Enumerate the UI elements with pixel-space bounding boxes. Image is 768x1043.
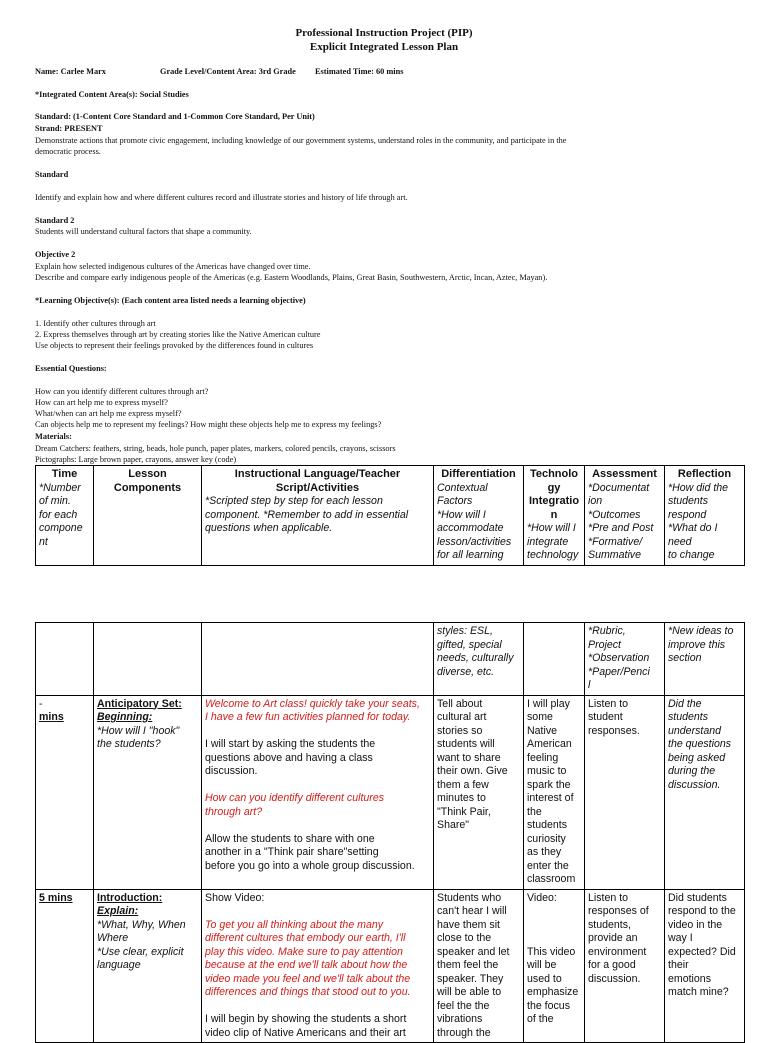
column-note: *How will I integrate technology (527, 522, 579, 561)
grade-level: Grade Level/Content Area: 3rd Grade (160, 67, 296, 76)
script-cell: Welcome to Art class! quickly take your seats, I have a few fun activities planned for today. I will start by asking the students the questions above and having a class discussion. How can you identify different cultures through art? Allow the students to share with one another in a "Think pair share"setting before you go into a whole group discussion. (202, 695, 434, 889)
learning-objective-item: Use objects to represent their feelings provoked by the differences found in cultures (35, 341, 314, 350)
standard2-text: Students will understand cultural factors that shape a community. (35, 227, 252, 236)
differentiation-cell: styles: ESL, gifted, special needs, culturally diverse, etc. (434, 623, 524, 696)
differentiation-column (434, 466, 524, 566)
table-row (36, 695, 745, 889)
column-title: Instructional Language/Teacher Script/Activities (234, 468, 401, 494)
standard1-heading: Standard (35, 170, 69, 179)
assessment-cell: Listen to student responses. (585, 695, 665, 889)
instructional-column (202, 466, 434, 566)
document-subtitle: Explicit Integrated Lesson Plan (309, 41, 459, 53)
objective2-heading: Objective 2 (35, 250, 76, 259)
lesson-table-header (35, 465, 745, 566)
essential-question: Can objects help me to represent my feelings? How might these objects help me to express my feelings? (35, 420, 382, 429)
technology-column (524, 466, 585, 566)
column-note: *How did the students respond *What do I need to change (668, 481, 729, 561)
essential-question: How can you identify different cultures through art? (35, 387, 209, 396)
standard-strand: Strand: PRESENT (35, 124, 103, 133)
column-title: Differentiation (441, 468, 516, 480)
standard-text-2: democratic process. (35, 147, 101, 156)
learning-objective-item: 2. Express themselves through art by creating stories like the Native American culture (35, 330, 321, 339)
estimated-time: Estimated Time: 60 mins (315, 67, 404, 76)
script-cell: Show Video: To get you all thinking about the many different cultures that embody our earth, I'll play this video. Make sure to pay attention because at the end we'll talk about how the video made you feel and we'll talk about the differences and things that stood out to you. I will begin by showing the students a short video clip of Native Americans and their art (202, 889, 434, 1043)
teacher-name: Name: Carlee Marx (35, 67, 106, 76)
technology-cell: I will play some Native American feeling music to spark the interest of the students curiosity as they enter the classroom (524, 695, 585, 889)
time-column (36, 466, 94, 566)
learning-objectives-heading: *Learning Objective(s): (Each content area listed needs a learning objective) (35, 296, 306, 305)
component-cell: Anticipatory Set: Beginning: *How will I "hook" the students? (94, 695, 202, 889)
component-cell: Introduction: Explain: *What, Why, When Where *Use clear, explicit language (94, 889, 202, 1043)
column-note: *Scripted step by step for each lesson component. *Remember to add in essential questions when applicable. (205, 495, 409, 534)
reflection-cell: *New ideas to improve this section (665, 623, 745, 696)
lesson-table-body (35, 622, 745, 1043)
essential-questions-heading: Essential Questions: (35, 364, 107, 373)
standard-heading: Standard: (1-Content Core Standard and 1-Common Core Standard, Per Unit) (35, 112, 315, 121)
time-cell: - mins (36, 695, 94, 889)
technology-cell: Video: This video will be used to emphasize the focus of the (524, 889, 585, 1043)
table-row (36, 889, 745, 1043)
standard1-text: Identify and explain how and where different cultures record and illustrate stories and history of life through art. (35, 193, 408, 202)
materials-item: Pictographs: Large brown paper, crayons, answer key (code) (35, 455, 237, 464)
column-title: Lesson Components (113, 468, 182, 494)
objective2-text-2: Describe and compare early indigenous people of the Americas (e.g. Eastern Woodlands, Plains, Great Basin, Southwestern, Arctic, Incan, Aztec, Mayan). (35, 273, 548, 282)
time-cell: 5 mins (36, 889, 94, 1043)
standard-text: Demonstrate actions that promote civic engagement, including knowledge of our government systems, understand roles in the community, and participate in the (35, 136, 567, 145)
column-note: *Documentat ion *Outcomes *Pre and Post *Formative/ Summative (588, 481, 654, 561)
essential-question: How can art help me to express myself? (35, 398, 168, 407)
standard2-heading: Standard 2 (35, 216, 75, 225)
assessment-cell: *Rubric, Project *Observation *Paper/Penci l (585, 623, 665, 696)
reflection-cell: Did the students understand the questions being asked during the discussion. (665, 695, 745, 889)
table-row (36, 623, 745, 696)
essential-question: What/when can art help me express myself? (35, 409, 182, 418)
column-title: Technolo gy Integratio n (528, 468, 580, 521)
reflection-column (665, 466, 745, 566)
materials-heading: Materials: (35, 432, 72, 441)
column-title: Reflection (677, 468, 732, 480)
column-title: Time (51, 468, 78, 480)
column-note: *Number of min. for each compone nt (39, 481, 83, 548)
differentiation-cell: Students who can't hear I will have them sit close to the speaker and let them feel the speaker. They will be able to feel the the vibrations through the (434, 889, 524, 1043)
assessment-column (585, 466, 665, 566)
assessment-cell: Listen to responses of students, provide an environment for a good discussion. (585, 889, 665, 1043)
learning-objective-item: 1. Identify other cultures through art (35, 319, 156, 328)
materials-item: Dream Catchers: feathers, string, beads, hole punch, paper plates, markers, colored pencils, crayons, scissors (35, 444, 396, 453)
reflection-cell: Did students respond to the video in the way I expected? Did their emotions match mine? (665, 889, 745, 1043)
components-column (94, 466, 202, 566)
column-note: Contextual Factors *How will I accommodate lesson/activities for all learning (437, 481, 512, 561)
column-title: Assessment (592, 468, 657, 480)
document-title: Professional Instruction Project (PIP) (295, 27, 473, 39)
content-area: *Integrated Content Area(s): Social Studies (35, 90, 189, 99)
objective2-text: Explain how selected indigenous cultures of the Americas have changed over time. (35, 262, 311, 271)
table-header-row (36, 466, 745, 566)
differentiation-cell: Tell about cultural art stories so students will want to share their own. Give them a few minutes to "Think Pair, Share" (434, 695, 524, 889)
